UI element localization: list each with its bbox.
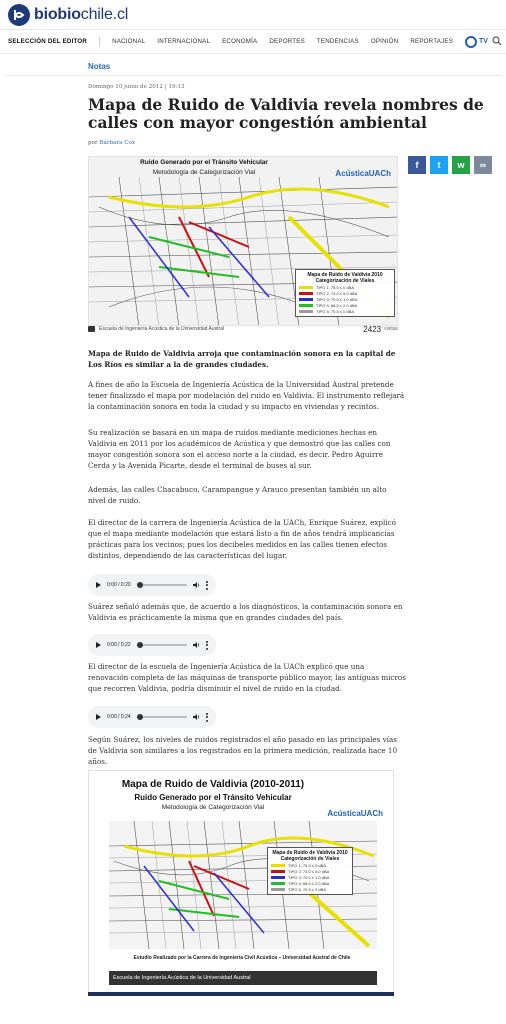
more-options-icon[interactable] xyxy=(205,641,208,650)
legend-row: TIPO 3: 70.0 ≤ 1.0 dBA xyxy=(271,875,349,880)
figure-subtitle-2: Metodología de Categorización Vial xyxy=(161,804,265,811)
volume-icon[interactable] xyxy=(193,581,201,589)
play-icon[interactable] xyxy=(96,642,101,648)
acustica-logo: AcústicaUACh xyxy=(327,809,383,818)
legend-row: TIPO 3: 70.0 ≤ 1.0 dBA xyxy=(299,297,391,302)
camera-icon xyxy=(88,326,95,332)
audio-player[interactable] xyxy=(88,574,216,596)
nav-item-tv[interactable] xyxy=(465,36,488,48)
nav-item-tendencias[interactable]: TENDENCIAS xyxy=(316,38,359,45)
figure-footer: Estudio Realizado por la Carrera de Ingeniería Civil Acústica – Universidad Austral de Chile xyxy=(133,955,351,961)
search-icon[interactable] xyxy=(492,36,502,46)
image-caption: Escuela de Ingeniería Acústica de la Universidad Austral xyxy=(109,971,377,985)
audio-seek-bar[interactable] xyxy=(137,584,187,586)
nav-item-internacional[interactable]: INTERNACIONAL xyxy=(157,38,211,45)
acustica-logo: AcústicaUACh xyxy=(335,169,391,178)
legend-row: TIPO 4: 68.5 ≤ 2.0 dBA xyxy=(271,881,349,886)
play-icon[interactable] xyxy=(96,582,101,588)
volume-icon[interactable] xyxy=(193,641,201,649)
image-caption: Escuela de Ingeniería Acústica de la Universidad Austral xyxy=(99,326,225,332)
legend-row: TIPO 1: 75.0 ≤ 0 dBA xyxy=(299,285,391,290)
audio-player[interactable] xyxy=(88,706,216,728)
share-whatsapp-button[interactable] xyxy=(452,156,470,174)
twitter-icon: t xyxy=(437,160,441,170)
tv-label: TV xyxy=(479,38,488,45)
nav-item-seleccion[interactable]: SELECCIÓN DEL EDITOR xyxy=(8,38,88,45)
legend-row: TIPO 1: 75.0 ≤ 0 dBA xyxy=(271,863,349,868)
site-logo[interactable] xyxy=(8,4,128,26)
author-link[interactable]: Bárbara Cox xyxy=(99,140,136,146)
more-options-icon[interactable] xyxy=(205,581,208,590)
article-paragraph: Su realización se basará en un mapa de ruidos mediante mediciones hechas en Valdivia en 2011 por los académicos de Acústica y que demostró que las calles con mayor congestión sonora son el acceso norte a la ciudad, es decir, Pedro Aguirre Cerda y la Avenida Picarte, desde el terminal de buses al sur. xyxy=(88,428,391,470)
nav-item-reportajes[interactable]: REPORTAJES xyxy=(410,38,454,45)
nav-item-nacional[interactable]: NACIONAL xyxy=(112,38,146,45)
seek-handle[interactable] xyxy=(137,714,143,720)
audio-time: 0:00 / 0:22 xyxy=(107,642,131,648)
map-legend xyxy=(267,847,353,895)
nav-item-economia[interactable]: ECONOMÍA xyxy=(222,38,258,45)
copy-link-button[interactable] xyxy=(474,156,492,174)
article-paragraph: El director de la escuela de Ingeniería Acústica de la UACh explicó que una renovación completa de las máquinas de transporte público mayor, las antiguas micros que recorren Valdivia, podría disminuir el nivel de ruido en la ciudad. xyxy=(88,662,406,693)
figure-subtitle: Ruido Generado por el Tránsito Vehicular xyxy=(134,793,292,802)
article-date: Domingo 10 junio de 2012 | 19:13 xyxy=(88,84,185,90)
seek-handle[interactable] xyxy=(137,582,143,588)
play-icon[interactable] xyxy=(96,714,101,720)
article-paragraph: A fines de año la Escuela de Ingeniería Acústica de la Universidad Austral pretende tener finalizado el mapa por modelación del ruido en Valdivia. El instrumento reflejará la contaminación sonora en toda la ciudad y su impacto en viviendas y recintos. xyxy=(88,380,405,411)
legend-row: TIPO 5: 70.5 ≤ 0 dBA xyxy=(299,309,391,314)
section-tag[interactable]: Notas xyxy=(88,62,111,71)
main-nav xyxy=(0,30,506,54)
article-paragraph: Además, las calles Chacabuco, Carampangue y Arauco presentan también un alto nivel de ruido. xyxy=(88,485,387,505)
volume-icon[interactable] xyxy=(193,713,201,721)
tv-logo-icon xyxy=(465,36,477,48)
legend-title: Mapa de Ruido de Valdivia 2010 Categorización de Viales xyxy=(307,272,383,284)
article-title: Mapa de Ruido de Valdivia revela nombres de calles con mayor congestión ambiental xyxy=(88,95,484,132)
top-bar xyxy=(0,0,506,30)
logo-text: biobiochile.cl xyxy=(34,6,129,23)
more-options-icon[interactable] xyxy=(205,713,208,722)
image-caption-row xyxy=(88,322,398,336)
seek-handle[interactable] xyxy=(137,642,143,648)
audio-seek-bar[interactable] xyxy=(137,716,187,718)
audio-time: 0:00 / 0:24 xyxy=(107,714,131,720)
legend-row: TIPO 2: 73.0 ≤ 5.0 dBA xyxy=(271,869,349,874)
article-paragraph: Según Suárez, los niveles de ruidos registrados el año pasado en las principales vías de Valdivia son similares a los registrados en la primera medición, realizada hace 10 años. xyxy=(88,735,398,766)
figure-title: Mapa de Ruido de Valdivia (2010-2011) xyxy=(121,779,305,790)
logo-icon xyxy=(8,4,30,26)
share-facebook-button[interactable] xyxy=(408,156,426,174)
share-twitter-button[interactable] xyxy=(430,156,448,174)
visit-count: 2423 xyxy=(363,324,382,334)
share-buttons xyxy=(408,156,492,174)
audio-time: 0:00 / 0:20 xyxy=(107,582,131,588)
nav-item-deportes[interactable]: DEPORTES xyxy=(269,38,305,45)
main-image[interactable] xyxy=(88,156,398,326)
legend-row: TIPO 4: 68.5 ≤ 2.0 dBA xyxy=(299,303,391,308)
second-image[interactable] xyxy=(88,770,394,994)
article-author: por Bárbara Cox xyxy=(88,140,136,146)
map-subtitle: Metodología de Categorización Vial xyxy=(152,169,256,176)
section-divider xyxy=(4,75,502,76)
article-lead: Mapa de Ruido de Valdivia arroja que contaminación sonora en la capital de Los Ríos es similar a la de grandes ciudades. xyxy=(88,349,396,369)
article-paragraph: Suárez señaló además que, de acuerdo a los diagnósticos, la contaminación sonora en Valdivia es prácticamente la misma que en grandes ciudades del país. xyxy=(88,602,403,622)
map-legend xyxy=(295,269,395,317)
nav-item-opinion[interactable]: OPINIÓN xyxy=(370,38,399,45)
whatsapp-icon: w xyxy=(457,160,465,170)
facebook-icon: f xyxy=(415,160,419,170)
map-title: Ruido Generado por el Tránsito Vehicular xyxy=(140,159,268,166)
legend-title: Mapa de Ruido de Valdivia 2010 Categorización de Viales xyxy=(272,850,348,862)
article-paragraph: El director de la carrera de Ingeniería Acústica de la UACh, Enrique Suárez, explicó que el mapa mediante modelación que estará listo a fin de años tendrá implicancias prácticas para los vecinos; pues los decibeles medidos en las calles tienen efectos distintos, dependiendo de las características del lugar. xyxy=(88,518,396,560)
visit-label: visitas xyxy=(384,326,398,332)
link-icon: ∞ xyxy=(479,160,487,170)
legend-row: TIPO 5: 70.5 ≤ 0 dBA xyxy=(271,887,349,892)
audio-seek-bar[interactable] xyxy=(137,644,187,646)
legend-row: TIPO 2: 73.0 ≤ 5.0 dBA xyxy=(299,291,391,296)
nav-divider xyxy=(99,37,100,47)
audio-player[interactable] xyxy=(88,634,216,656)
image-bottom-bar xyxy=(88,992,394,996)
